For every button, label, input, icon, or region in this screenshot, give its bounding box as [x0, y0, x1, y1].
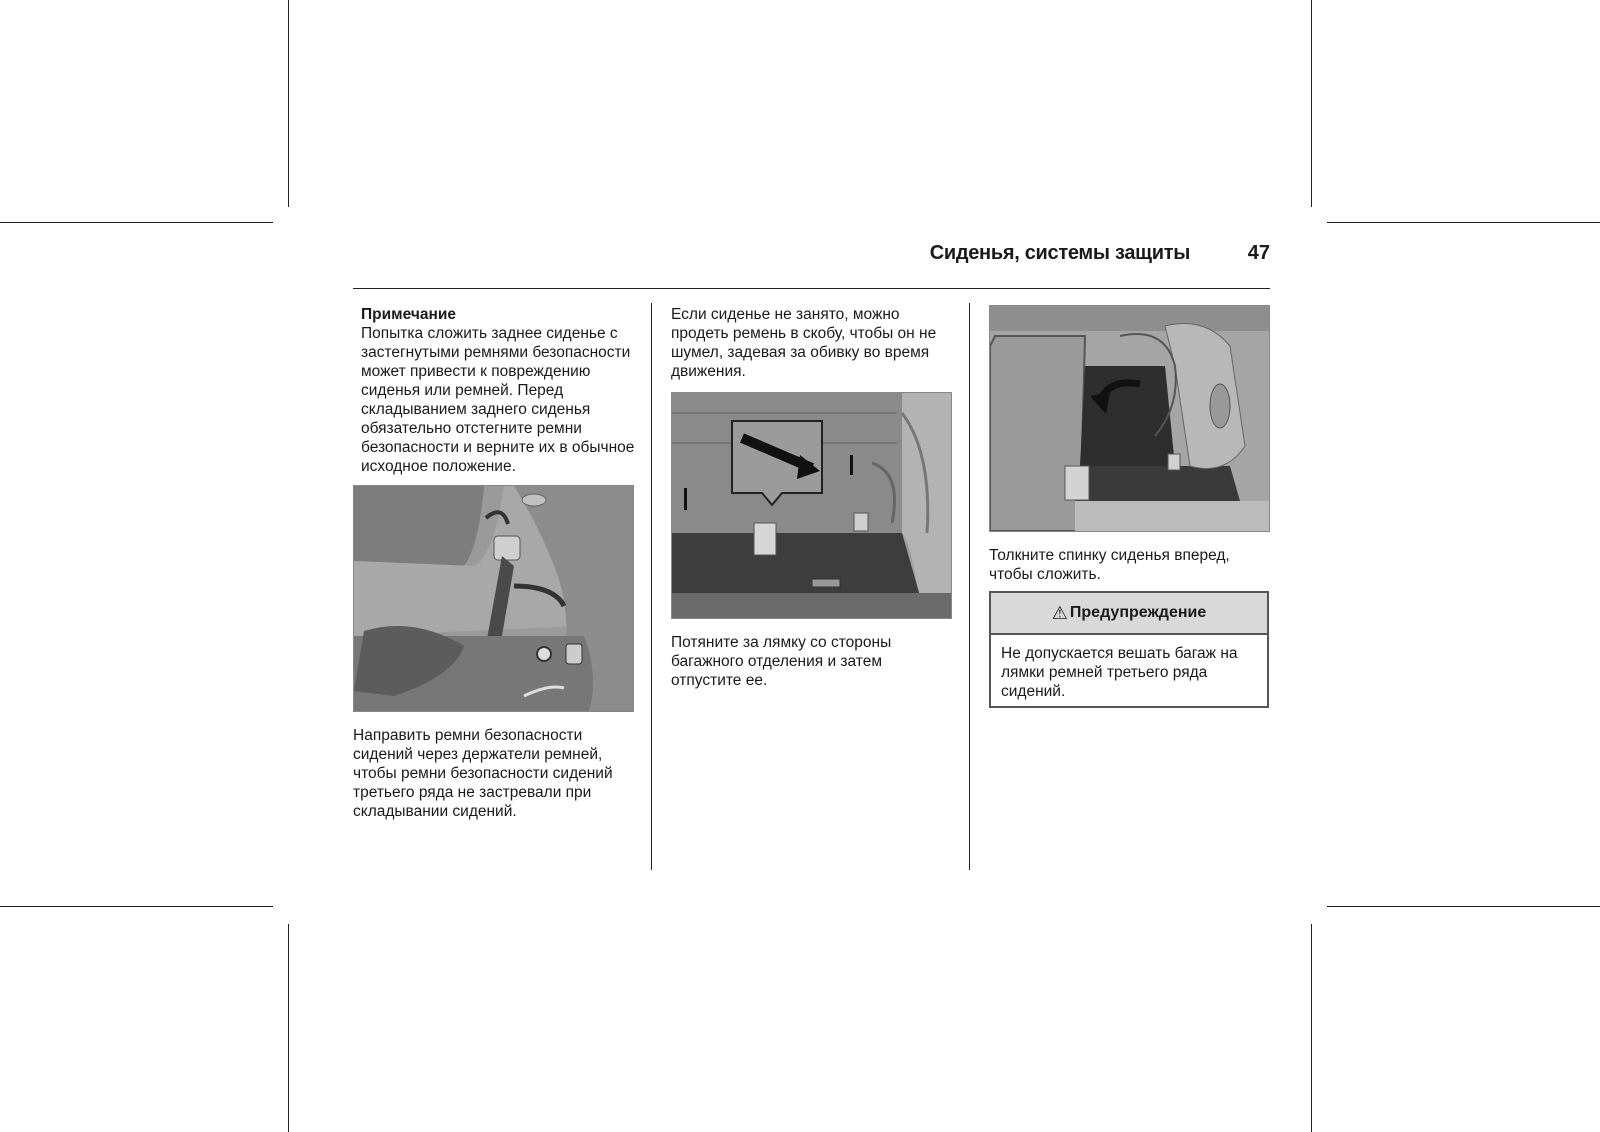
crop-mark: [1311, 924, 1312, 1132]
warning-text: Не допускается вешать багаж на лямки ремней третьего ряда сидений.: [1001, 645, 1238, 700]
warning-header: [991, 593, 1267, 635]
crop-mark: [1327, 906, 1600, 907]
column3-caption: Толкните спинку сиденья вперед, чтобы сложить.: [989, 547, 1230, 583]
column1-caption: Направить ремни безопасности сидений через держатели ремней, чтобы ремни безопасности сидений третьего ряда не застревали при складывании сидений.: [353, 727, 613, 820]
note-block: [361, 305, 636, 476]
seatbelt-holder-illustration: [353, 485, 634, 712]
note-text: Попытка сложить заднее сиденье с застегнутыми ремнями безопасности может привести к повреждению сиденья или ремней. Перед складыванием заднего сиденья обязательно отстегните ремни безопасности и верните их в обычное исходное положение.: [361, 325, 635, 475]
crop-mark: [288, 0, 289, 207]
column-divider: [969, 303, 970, 870]
crop-mark: [288, 924, 289, 1132]
page-number: 47: [1247, 242, 1270, 264]
note-title: Примечание: [361, 306, 456, 323]
header-divider: [353, 288, 1270, 289]
column2-intro: Если сиденье не занято, можно продеть ремень в скобу, чтобы он не шумел, задевая за обивку во время движения.: [671, 306, 937, 380]
crop-mark: [0, 222, 273, 223]
cargo-strap-illustration: [671, 392, 952, 619]
warning-title: Предупреждение: [1069, 604, 1207, 621]
column-divider: [651, 303, 652, 870]
warning-triangle-icon: ⚠: [1051, 602, 1068, 623]
column2-caption: Потяните за лямку со стороны багажного отделения и затем отпустите ее.: [671, 634, 892, 689]
crop-mark: [0, 906, 273, 907]
fold-seat-illustration: [989, 305, 1270, 532]
section-title: Сиденья, системы защиты: [929, 242, 1190, 264]
warning-box: [989, 591, 1269, 708]
crop-mark: [1327, 222, 1600, 223]
crop-mark: [1311, 0, 1312, 207]
